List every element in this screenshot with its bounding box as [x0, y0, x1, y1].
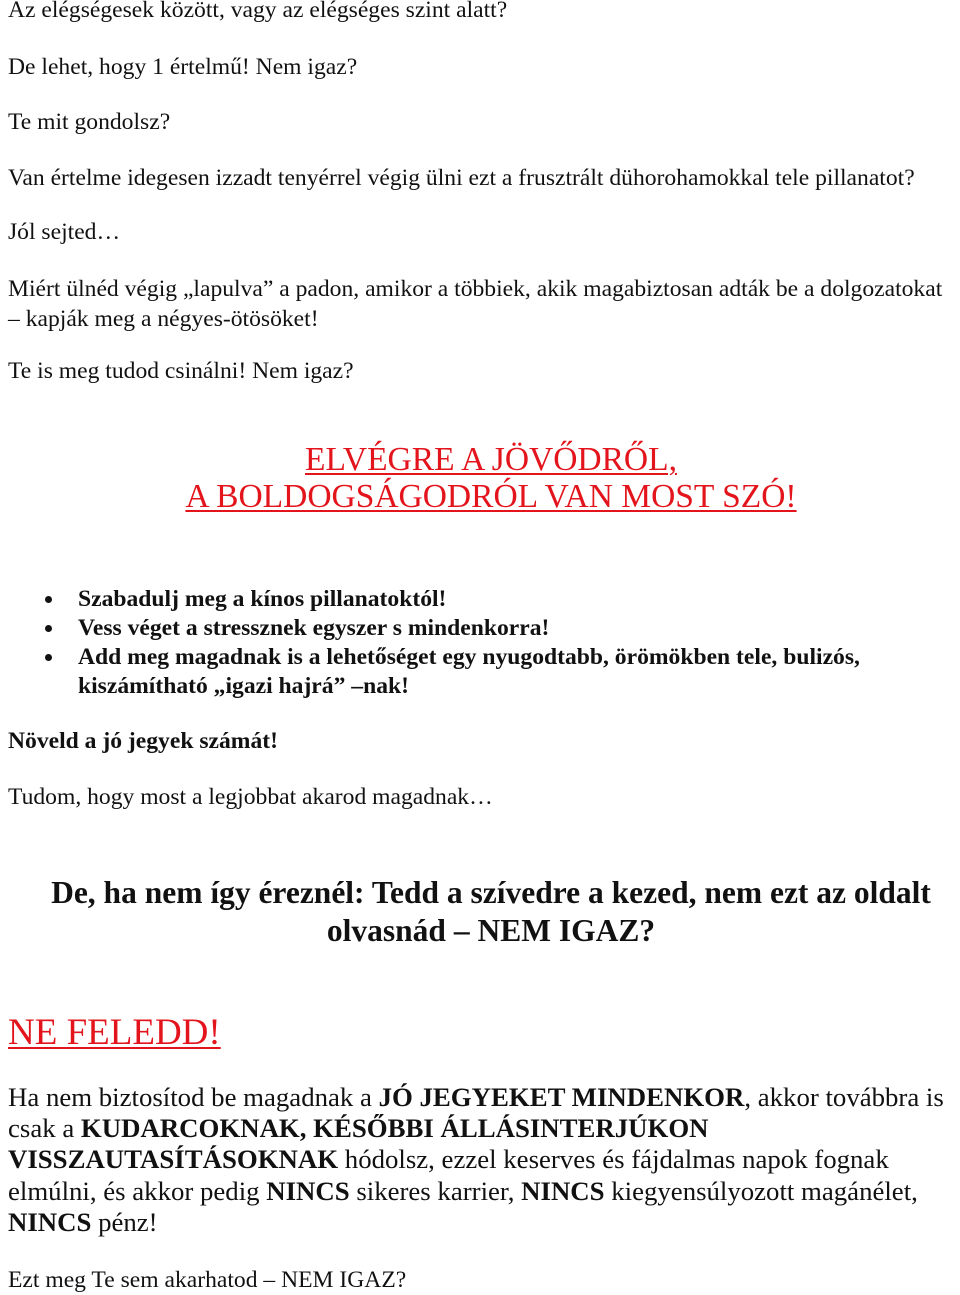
final-line: Ezt meg Te sem akarhatod – NEM IGAZ?	[8, 1267, 407, 1293]
why-paragraph	[8, 274, 942, 334]
bullet-text: Szabadulj meg a kínos pillanatoktól!	[78, 586, 447, 612]
closing-text: sikeres karrier,	[349, 1175, 522, 1206]
closing-text: elmúlni, és akkor pedig	[8, 1175, 267, 1206]
closing-text: csak a	[8, 1113, 81, 1144]
intro-line-meaning: De lehet, hogy 1 értelmű! Nem igaz?	[8, 54, 358, 80]
red-headline	[22, 441, 960, 515]
intro-line-you-guessed: Jól sejted…	[8, 219, 121, 245]
closing-line	[8, 1207, 944, 1238]
why-paragraph-line: – kapják meg a négyes-ötösöket!	[8, 306, 319, 332]
closing-text: kiegyensúlyozott magánélet,	[604, 1175, 918, 1206]
closing-emphasis: JÓ JEGYEKET MINDENKOR	[378, 1082, 745, 1112]
closing-emphasis: VISSZAUTASÍTÁSOKNAK	[8, 1144, 339, 1175]
intro-line-question: Az elégségesek között, vagy az elégséges szint alatt?	[8, 0, 508, 23]
i-know-line: Tudom, hogy most a legjobbat akarod magadnak…	[8, 784, 493, 810]
you-can-do-it-line: Te is meg tudod csinálni! Nem igaz?	[8, 358, 354, 384]
red-headline-line: ELVÉGRE A JÖVŐDRŐL,	[305, 441, 677, 478]
closing-emphasis: NINCS	[521, 1175, 605, 1206]
closing-emphasis: KUDARCOKNAK, KÉSŐBBI ÁLLÁSINTERJÚKON	[80, 1113, 709, 1144]
bullet-text: Vess véget a stressznek egyszer s mindenkorra!	[78, 615, 550, 641]
closing-emphasis: NINCS	[8, 1206, 92, 1237]
closing-line	[8, 1176, 944, 1207]
bullet-item	[0, 614, 950, 643]
bullet-dot-icon	[45, 654, 52, 661]
closing-line	[8, 1113, 944, 1144]
bullet-list	[0, 585, 950, 701]
bullet-item	[0, 585, 950, 614]
intro-line-sitting-through: Van értelme idegesen izzadt tenyérrel végig ülni ezt a frusztrált dühorohamokkal tele pillanatot?	[8, 165, 915, 191]
closing-text: pénz!	[91, 1206, 158, 1237]
closing-text: , akkor továbbra is	[744, 1082, 944, 1112]
challenge-line: olvasnád – NEM IGAZ?	[326, 913, 656, 948]
challenge-line: De, ha nem így éreznél: Tedd a szívedre a kezed, nem ezt az oldalt	[51, 875, 931, 910]
closing-line	[8, 1144, 944, 1175]
challenge-statement	[22, 874, 960, 950]
closing-emphasis: NINCS	[266, 1175, 350, 1206]
bullet-dot-icon	[45, 596, 52, 603]
reminder-heading: NE FELEDD!	[8, 1012, 221, 1053]
bullet-text: Add meg magadnak is a lehetőséget egy nyugodtabb, örömökben tele, bulizós, kiszámítható „igazi hajrá” –nak!	[78, 644, 860, 699]
bullet-dot-icon	[45, 625, 52, 632]
why-paragraph-line: Miért ülnéd végig „lapulva” a padon, amikor a többiek, akik magabiztosan adták be a dolgozatokat	[8, 276, 943, 302]
increase-grades-line: Növeld a jó jegyek számát!	[8, 728, 278, 754]
bullet-item	[0, 643, 950, 701]
red-headline-line: A BOLDOGSÁGODRÓL VAN MOST SZÓ!	[185, 478, 797, 515]
closing-line	[8, 1082, 944, 1113]
closing-text: hódolsz, ezzel keserves és fájdalmas napok fognak	[338, 1144, 889, 1175]
closing-paragraph	[8, 1082, 944, 1238]
closing-text: Ha nem biztosítod be magadnak a	[8, 1082, 379, 1112]
intro-line-what-do-you-think: Te mit gondolsz?	[8, 109, 171, 135]
